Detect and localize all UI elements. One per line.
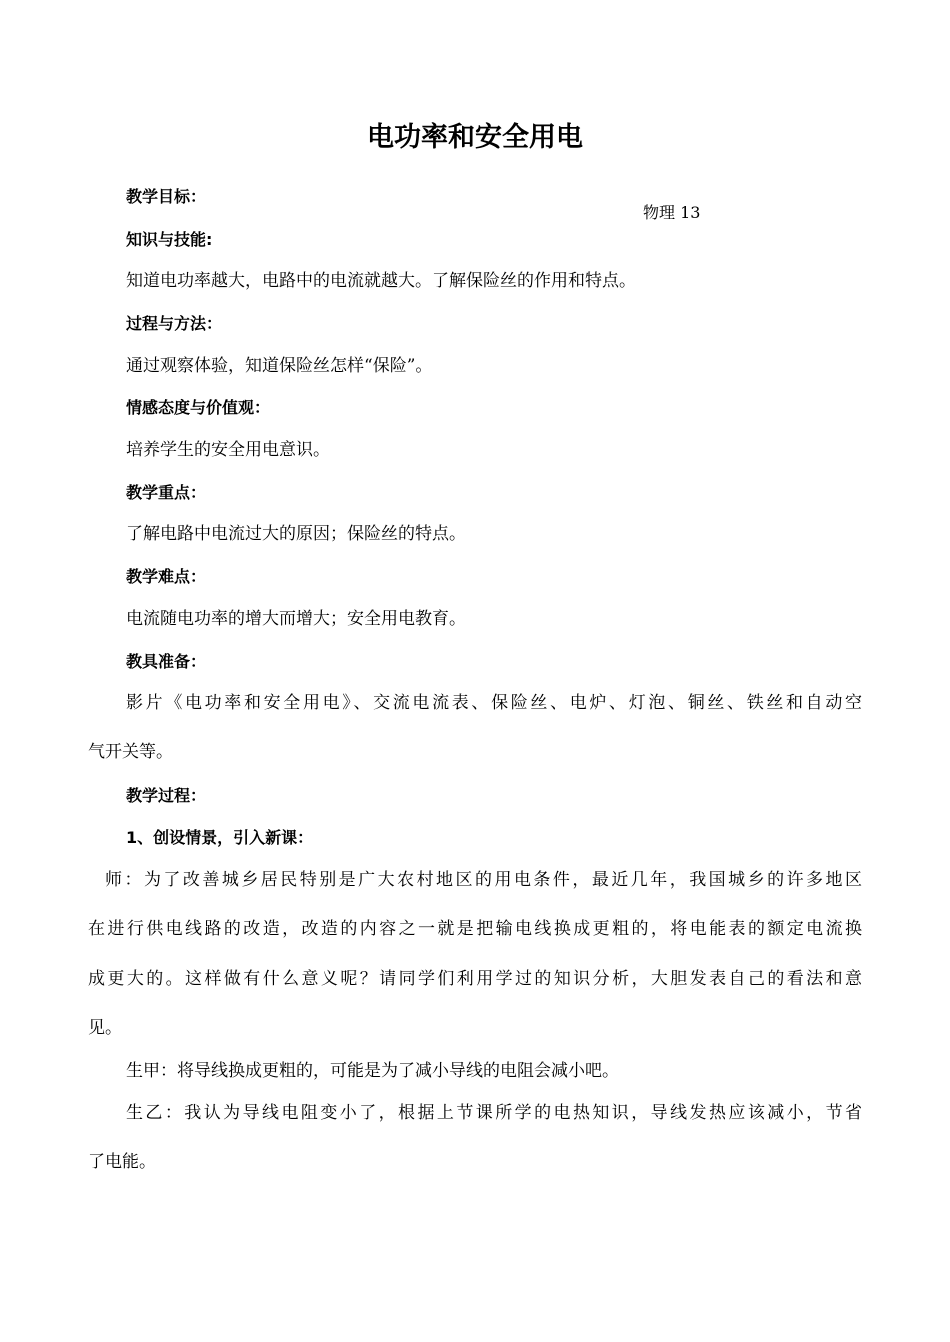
knowledge-heading: 知识与技能: bbox=[126, 230, 213, 249]
equipment-line: 气开关等。 bbox=[88, 742, 173, 762]
difficulty-heading: 教学难点： bbox=[126, 567, 207, 586]
student-b-line: 生乙：我认为导线电阻变小了，根据上节课所学的电热知识，导线发热应该减小，节省 bbox=[126, 1103, 862, 1123]
subject-tag: 物理 13 bbox=[643, 203, 701, 222]
process-text: 通过观察体验，知道保险丝怎样“保险”。 bbox=[126, 356, 433, 376]
difficulty-text: 电流随电功率的增大而增大；安全用电教育。 bbox=[126, 609, 466, 629]
teacher-line: 见。 bbox=[88, 1018, 122, 1038]
teacher-line: 成更大的。这样做有什么意义呢？请同学们利用学过的知识分析，大胆发表自己的看法和意 bbox=[88, 969, 862, 989]
procedure-heading: 教学过程： bbox=[126, 786, 207, 805]
student-b-line: 了电能。 bbox=[88, 1152, 156, 1172]
teacher-line: 在进行供电线路的改造，改造的内容之一就是把输电线换成更粗的，将电能表的额定电流换 bbox=[88, 919, 862, 939]
process-heading: 过程与方法： bbox=[126, 314, 223, 333]
emotion-heading: 情感态度与价值观： bbox=[126, 398, 271, 417]
teacher-line: 师：为了改善城乡居民特别是广大农村地区的用电条件，最近几年，我国城乡的许多地区 bbox=[105, 870, 862, 890]
objectives-heading: 教学目标： bbox=[126, 187, 207, 206]
page-title: 电功率和安全用电 bbox=[367, 122, 583, 153]
student-a-text: 生甲：将导线换成更粗的，可能是为了减小导线的电阻会减小吧。 bbox=[126, 1061, 619, 1081]
key-point-text: 了解电路中电流过大的原因；保险丝的特点。 bbox=[126, 524, 466, 544]
equipment-heading: 教具准备： bbox=[126, 652, 207, 671]
step1-heading: 1、创设情景，引入新课： bbox=[126, 828, 314, 847]
key-point-heading: 教学重点： bbox=[126, 483, 207, 502]
equipment-line: 影片《电功率和安全用电》、交流电流表、保险丝、电炉、灯泡、铜丝、铁丝和自动空 bbox=[126, 693, 862, 713]
knowledge-text: 知道电功率越大，电路中的电流就越大。了解保险丝的作用和特点。 bbox=[126, 271, 636, 291]
emotion-text: 培养学生的安全用电意识。 bbox=[126, 440, 330, 460]
